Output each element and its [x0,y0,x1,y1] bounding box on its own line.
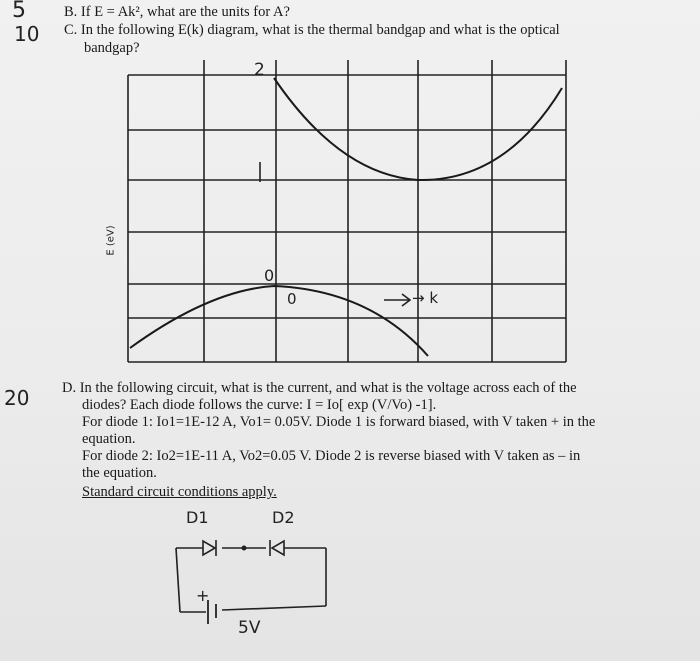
hand-label-k: → k [412,289,439,307]
circuit-plus-label: + [196,586,210,605]
question-d-line1: D. In the following circuit, what is the current, and what is the voltage across each of the [62,380,577,396]
diode-2-symbol [270,540,284,556]
diagram-grid [128,60,566,362]
circuit-d1-label: D1 [186,508,209,527]
question-d-line2: diodes? Each diode follows the curve: I = Io[ exp (V/Vo) -1]. [82,397,437,413]
score-c: 10 [14,22,40,46]
circuit-d2-label: D2 [272,508,295,527]
question-b-text: B. If E = Ak², what are the units for A? [64,4,290,20]
hand-label-0b: 0 [287,290,297,308]
lower-band-curve [130,286,428,356]
question-d-line4: equation. [82,431,136,447]
score-d: 20 [4,386,30,410]
question-c-line2: bandgap? [84,40,140,56]
question-d-standard-conditions: Standard circuit conditions apply. [82,484,277,500]
question-d-line6: the equation. [82,465,157,481]
diagram-ylabel: E (eV) [105,225,117,256]
circuit-battery-label: 5V [238,618,261,638]
diode-1-symbol [203,540,216,556]
hand-label-2: 2 [254,60,265,80]
question-d-line5: For diode 2: Io2=1E-11 A, Vo2=0.05 V. Diode 2 is reverse biased with V taken as – in [82,448,581,464]
score-b: 5 [12,0,26,23]
question-d-line3: For diode 1: Io1=1E-12 A, Vo1= 0.05V. Diode 1 is forward biased, with V taken + in the [82,414,596,430]
hand-label-0a: 0 [264,266,275,285]
question-c-line1: C. In the following E(k) diagram, what is the thermal bandgap and what is the optical [64,22,560,38]
circuit-node [242,546,247,551]
